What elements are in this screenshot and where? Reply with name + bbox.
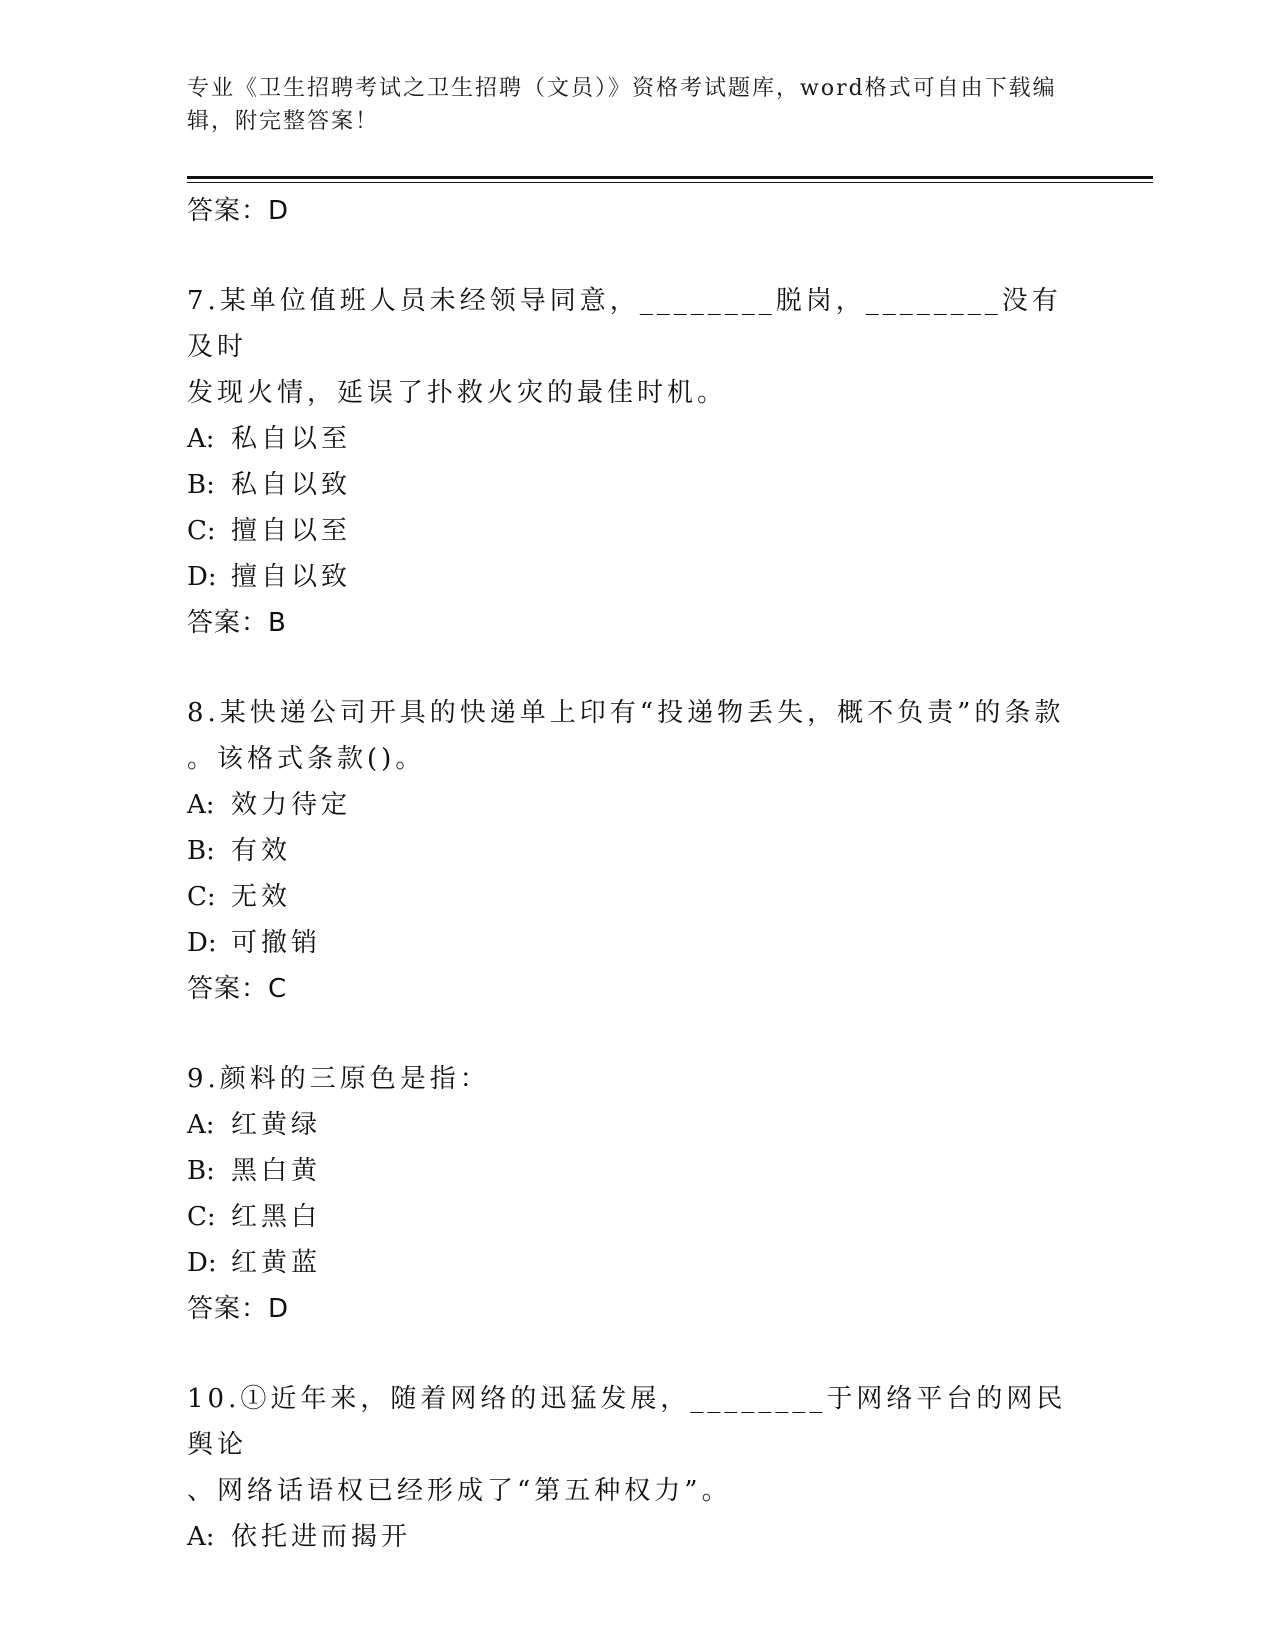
- option-letter: A:: [187, 790, 215, 820]
- option-letter: A:: [187, 424, 215, 454]
- option-text: 无效: [231, 882, 292, 912]
- option-item: [187, 1194, 1087, 1240]
- option-letter: B:: [187, 1156, 215, 1186]
- option-letter: A:: [187, 1522, 215, 1552]
- option-letter: D:: [187, 928, 217, 958]
- option-text: 红黄绿: [231, 1110, 322, 1140]
- option-letter: B:: [187, 470, 215, 500]
- option-item: [187, 462, 1087, 508]
- question-text: [187, 278, 1087, 416]
- option-item: [187, 1102, 1087, 1148]
- question-line: 8.某快递公司开具的快递单上印有“投递物丢失，概不负责”的条款: [187, 698, 1065, 728]
- answer-line: 答案：D: [187, 196, 290, 226]
- question-line: 9.颜料的三原色是指：: [187, 1064, 490, 1094]
- answer-line: 答案：C: [187, 974, 288, 1004]
- question-list: [187, 188, 1087, 1560]
- option-letter: D:: [187, 1248, 217, 1278]
- option-letter: C:: [187, 1202, 216, 1232]
- question-line: 。该格式条款()。: [187, 744, 426, 774]
- option-letter: C:: [187, 516, 216, 546]
- option-text: 有效: [231, 836, 292, 866]
- option-item: [187, 1514, 1087, 1560]
- question-text: [187, 1376, 1087, 1514]
- option-text: 可撤销: [231, 928, 322, 958]
- option-letter: B:: [187, 836, 215, 866]
- option-item: [187, 782, 1087, 828]
- header-rule-thick: [187, 176, 1153, 179]
- option-text: 私自以致: [231, 470, 352, 500]
- option-text: 擅自以致: [231, 562, 352, 592]
- option-text: 擅自以至: [231, 516, 352, 546]
- question-line: 发现火情，延误了扑救火灾的最佳时机。: [187, 378, 728, 408]
- option-text: 红黄蓝: [231, 1248, 322, 1278]
- option-item: [187, 508, 1087, 554]
- option-item: [187, 554, 1087, 600]
- option-item: [187, 828, 1087, 874]
- answer-line: 答案：D: [187, 1294, 290, 1324]
- option-letter: A:: [187, 1110, 215, 1140]
- option-text: 效力待定: [231, 790, 352, 820]
- question-line: 7.某单位值班人员未经领导同意，________脱岗，________没有及时: [187, 286, 1062, 362]
- option-item: [187, 416, 1087, 462]
- option-item: [187, 874, 1087, 920]
- question-text: [187, 1056, 1087, 1102]
- option-item: [187, 920, 1087, 966]
- option-item: [187, 1240, 1087, 1286]
- question-text: [187, 690, 1087, 782]
- option-item: [187, 1148, 1087, 1194]
- option-text: 依托进而揭开: [231, 1522, 412, 1552]
- question-line: 10.①近年来，随着网络的迅猛发展，________于网络平台的网民舆论: [187, 1384, 1067, 1460]
- question-line: 、网络话语权已经形成了“第五种权力”。: [187, 1476, 732, 1506]
- option-letter: D:: [187, 562, 217, 592]
- option-text: 私自以至: [231, 424, 352, 454]
- document-header: 专业《卫生招聘考试之卫生招聘（文员）》资格考试题库，word格式可自由下载编辑，附完整答案！: [187, 76, 1057, 134]
- header-rule-thin: [187, 182, 1153, 183]
- option-letter: C:: [187, 882, 216, 912]
- option-text: 黑白黄: [231, 1156, 322, 1186]
- answer-line: 答案：B: [187, 608, 287, 638]
- option-text: 红黑白: [231, 1202, 322, 1232]
